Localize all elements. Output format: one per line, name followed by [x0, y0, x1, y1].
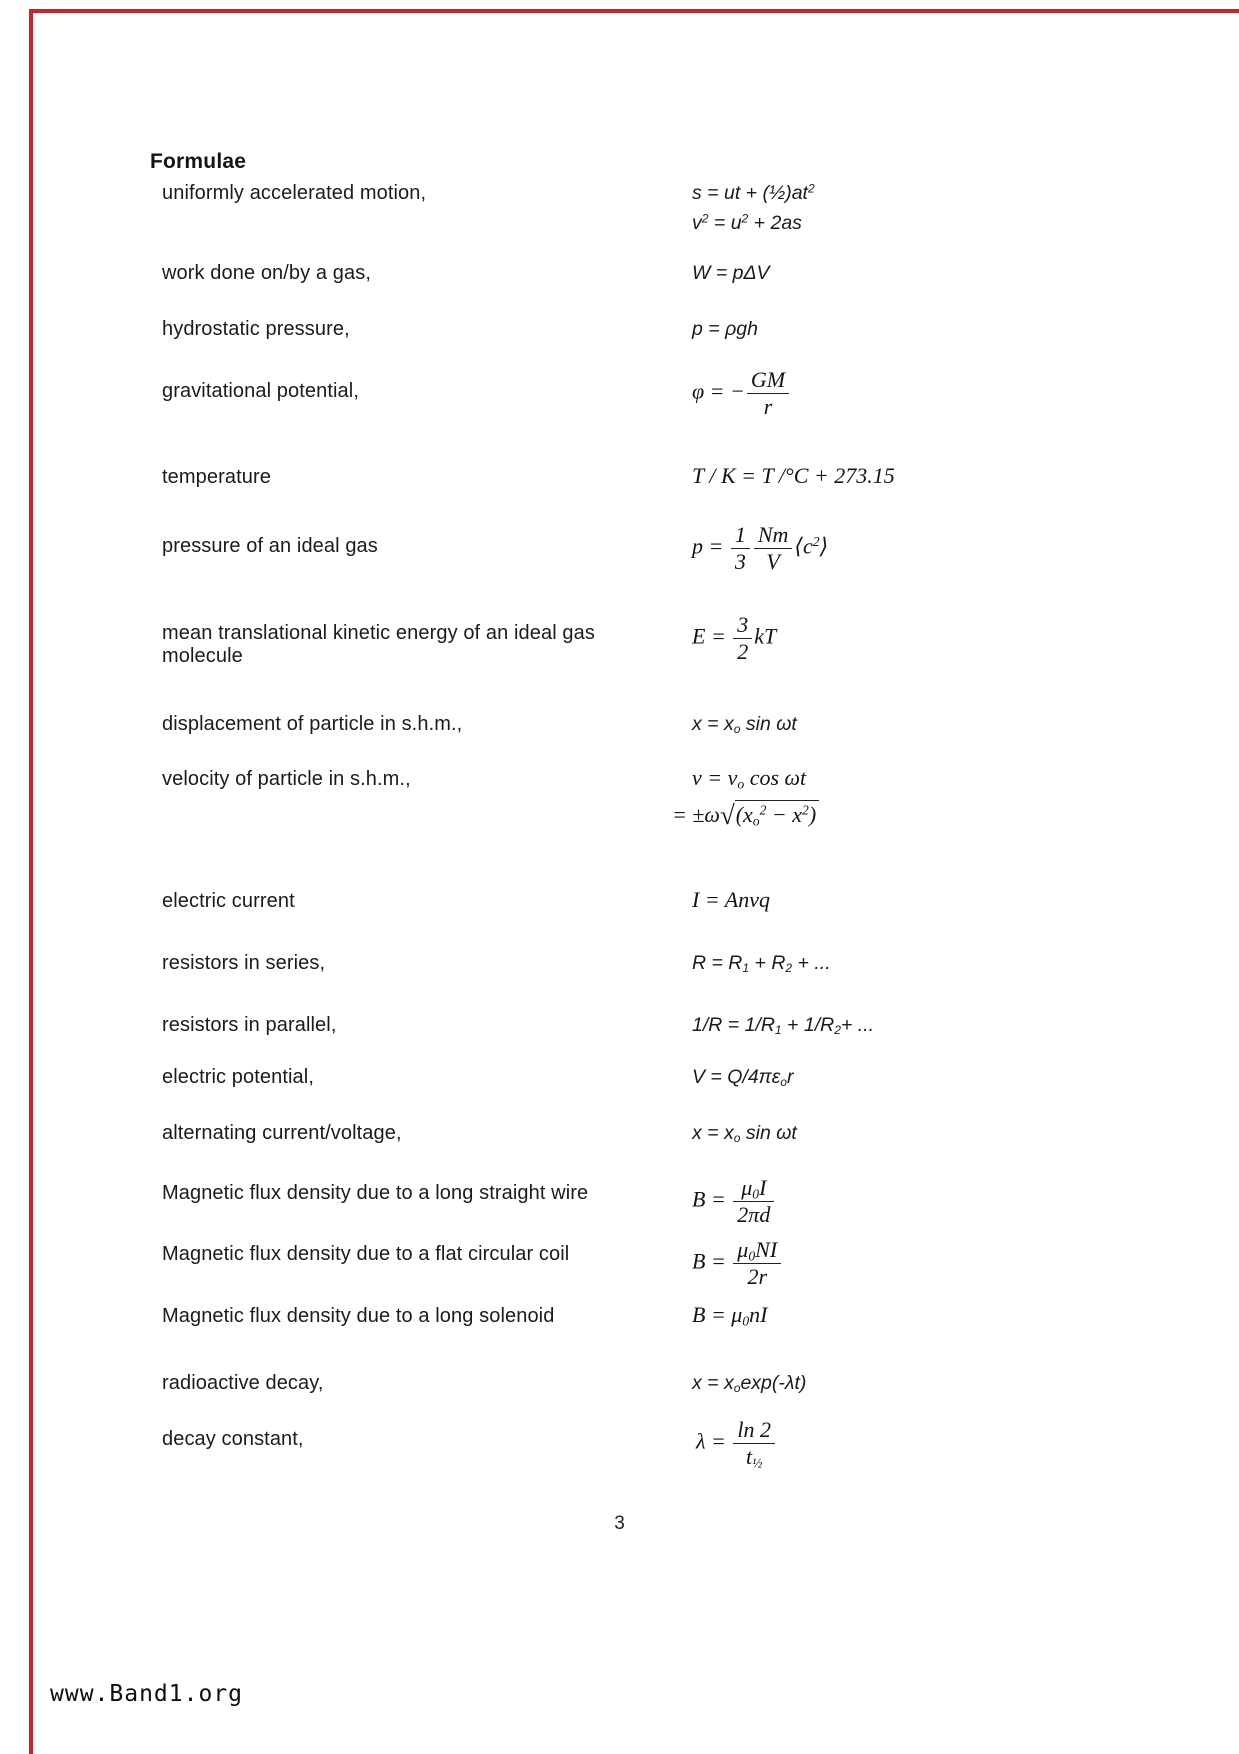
formula-expression: $1/R = 1/R_1 + 1/R_2+$ ...: [692, 1014, 874, 1038]
formula-label: hydrostatic pressure,: [162, 318, 350, 340]
formula-expression: p = $\frac{1}{3}$ $\frac{Nm}{V}$ $⟨c^2⟩$: [692, 522, 829, 575]
formula-label: resistors in parallel,: [162, 1014, 337, 1036]
formula-expression: B = $\frac{\mu_0I}{2\pi d}$: [692, 1176, 776, 1227]
formula-expression: $R = R_1 + R_2$ + ...: [692, 952, 831, 976]
radical-icon: √: [719, 800, 735, 830]
formula-label: temperature: [162, 466, 271, 488]
formula-expression: T / K = T /°C + 273.15: [692, 463, 895, 488]
formula-expression: $V = Q/4\pi\varepsilon_or$: [692, 1066, 794, 1090]
page-number: 3: [614, 1513, 625, 1534]
fraction: $\frac{3}{2}$: [731, 613, 754, 664]
formula-expression: W = pΔV: [692, 262, 770, 284]
formula-label: decay constant,: [162, 1428, 304, 1450]
formula-label: alternating current/voltage,: [162, 1122, 402, 1144]
formula-expression: $x = x_o\exp(-\lambda t)$: [692, 1372, 807, 1396]
fraction: $\frac{\mu_0NI}{2r}$: [731, 1238, 783, 1289]
red-border-top: [29, 9, 1239, 13]
formula-expression: $x = x_o$ sin ωt: [692, 1122, 797, 1146]
formula-expression: I = Anvq: [692, 887, 770, 912]
formula-label: electric potential,: [162, 1066, 314, 1088]
formula-expression: p = ρgh: [692, 318, 758, 340]
page-title: Formulae: [150, 150, 247, 173]
formula-expression: $B = \mu_0nI$: [692, 1302, 768, 1329]
fraction: $\frac{Nm}{V}$: [752, 523, 795, 574]
formula-expression: $v^2 = u^2 + 2as$: [692, 211, 802, 234]
formula-label: displacement of particle in s.h.m.,: [162, 713, 463, 735]
fraction: $\frac{GM}{r}$: [745, 368, 791, 419]
formula-label: electric current: [162, 890, 295, 912]
formula-expression: λ = $\frac{\ln 2}{t_{\frac{1}{2}}}$: [696, 1418, 777, 1469]
formula-label: Magnetic flux density due to a long solenoid: [162, 1305, 555, 1327]
formula-expression: E = $\frac{3}{2}$ kT: [692, 612, 777, 665]
formula-label: resistors in series,: [162, 952, 326, 974]
fraction: $\frac{\mu_0I}{2\pi d}$: [731, 1176, 776, 1227]
formula-label: mean translational kinetic energy of an ideal gas molecule: [162, 622, 595, 667]
formula-expression: φ = − $\frac{GM}{r}$: [692, 368, 791, 419]
formula-expression: s = ut + $(\frac{1}{2})at^2$: [692, 181, 815, 204]
formula-expression: = $\pm\omega√(x_o^2 - x^2)$: [672, 800, 819, 831]
formula-label: Magnetic flux density due to a long straight wire: [162, 1182, 589, 1204]
red-border-left: [29, 9, 33, 1754]
formula-label: uniformly accelerated motion,: [162, 182, 427, 204]
formula-label: pressure of an ideal gas: [162, 535, 378, 557]
formula-label: velocity of particle in s.h.m.,: [162, 768, 411, 790]
footer-url: www.Band1.org: [50, 1681, 244, 1707]
formula-label: gravitational potential,: [162, 380, 359, 402]
formula-expression: $v = v_o$ cos ωt: [692, 765, 807, 792]
formula-label: work done on/by a gas,: [162, 262, 371, 284]
fraction: $\frac{\ln 2}{t_{\frac{1}{2}}}$: [731, 1418, 777, 1469]
formula-label: radioactive decay,: [162, 1372, 324, 1394]
formula-label: Magnetic flux density due to a flat circular coil: [162, 1243, 570, 1265]
formula-expression: B = $\frac{\mu_0NI}{2r}$: [692, 1238, 783, 1289]
fraction: $\frac{1}{3}$: [729, 523, 752, 574]
formula-expression: $x = x_o$ sin ωt: [692, 713, 797, 737]
